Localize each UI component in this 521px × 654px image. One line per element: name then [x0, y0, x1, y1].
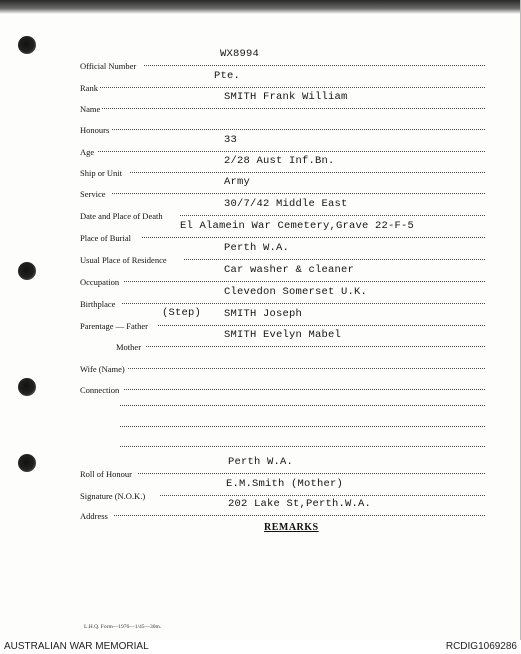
field-service: [80, 176, 485, 199]
connection-line: [120, 426, 485, 427]
field-value: E.M.Smith (Mother): [226, 478, 344, 490]
field-address: [80, 498, 485, 521]
connection-line: [120, 405, 485, 406]
field-value: El Alamein War Cemetery,Grave 22-F-5: [180, 220, 415, 232]
archive-footer: [0, 640, 521, 654]
field-honours: [80, 116, 485, 135]
field-value: 2/28 Aust Inf.Bn.: [224, 155, 335, 167]
footer-source: AUSTRALIAN WAR MEMORIAL: [4, 641, 149, 652]
scan-edge: [0, 0, 521, 14]
field-label: Rank: [80, 80, 100, 96]
field-usual-residence: [80, 242, 485, 265]
remarks-heading: REMARKS: [264, 522, 319, 533]
field-label: Birthplace: [80, 296, 117, 312]
field-label: Wife (Name): [80, 361, 127, 377]
step-note: (Step): [162, 307, 202, 319]
field-birthplace: [80, 286, 485, 309]
field-official-number: [80, 48, 485, 71]
field-label: Signature (N.O.K.): [80, 488, 147, 504]
field-label: Address: [80, 508, 110, 524]
field-rank: [80, 70, 485, 93]
field-label: Mother: [116, 339, 143, 355]
footer-record-id: RCDIG1069286: [445, 641, 517, 652]
field-label: Parentage — Father: [80, 318, 150, 334]
field-age: [80, 134, 485, 157]
field-name: [80, 91, 485, 114]
field-value: Army: [224, 176, 251, 188]
field-label: Roll of Honour: [80, 466, 134, 482]
field-value: Car washer & cleaner: [224, 264, 355, 276]
printer-note: L.H.Q. Form—1976—1/45—30m.: [84, 624, 162, 630]
field-label: Ship or Unit: [80, 165, 124, 181]
field-label: Place of Burial: [80, 230, 133, 246]
field-value: 202 Lake St,Perth.W.A.: [228, 498, 372, 510]
punch-hole: [18, 454, 36, 472]
field-label: Official Number: [80, 58, 138, 74]
field-label: Usual Place of Residence: [80, 252, 169, 268]
field-connection: [80, 376, 485, 395]
field-label: Occupation: [80, 274, 121, 290]
punch-hole: [18, 36, 36, 54]
field-wife: [80, 355, 485, 374]
field-value: 33: [224, 134, 238, 146]
field-value: SMITH Joseph: [224, 308, 303, 320]
field-value: WX8994: [220, 48, 260, 60]
punch-hole: [18, 378, 36, 396]
field-value: SMITH Frank William: [224, 91, 348, 103]
field-value: Pte.: [214, 70, 241, 82]
field-label: Name: [80, 101, 102, 117]
field-value: 30/7/42 Middle East: [224, 198, 348, 210]
punch-hole: [18, 262, 36, 280]
field-place-burial: [80, 220, 485, 243]
field-ship-or-unit: [80, 155, 485, 178]
field-roll-of-honour: [80, 456, 485, 479]
field-parentage-father: [80, 307, 485, 331]
field-occupation: [80, 264, 485, 287]
field-value: Clevedon Somerset U.K.: [224, 286, 368, 298]
field-date-place-death: [80, 198, 485, 221]
connection-line: [120, 446, 485, 447]
field-parentage-mother: [80, 329, 485, 352]
field-value: Perth W.A.: [228, 456, 294, 468]
field-label: Service: [80, 186, 108, 202]
field-value: Perth W.A.: [224, 242, 290, 254]
field-label: Date and Place of Death: [80, 208, 165, 224]
field-label: Connection: [80, 382, 121, 398]
field-label: Age: [80, 144, 96, 160]
field-label: Honours: [80, 122, 111, 138]
field-value: SMITH Evelyn Mabel: [224, 329, 342, 341]
